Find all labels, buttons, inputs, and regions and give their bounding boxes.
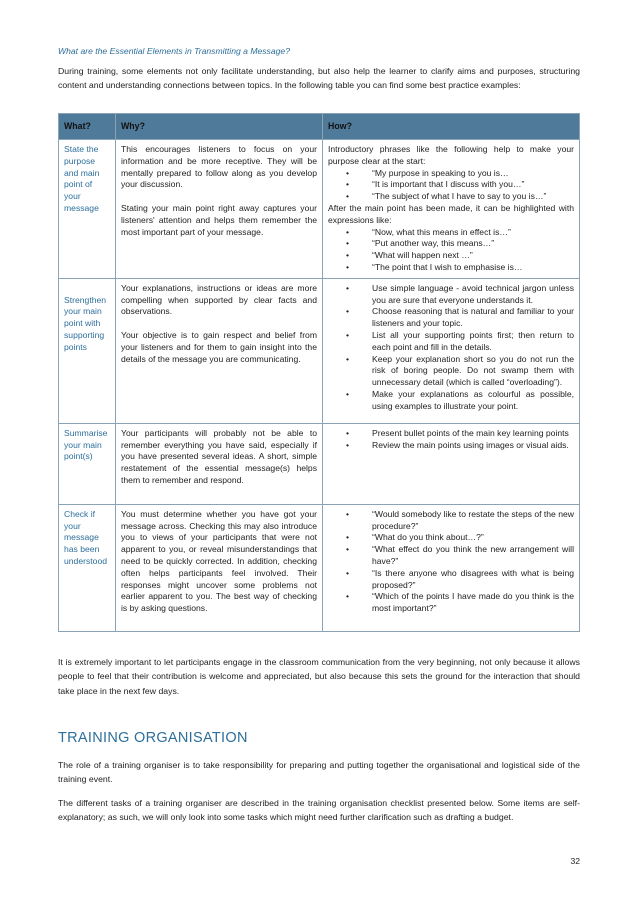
header-why: Why? xyxy=(116,114,323,140)
how-list xyxy=(328,283,574,413)
what-cell: State the purpose and main point of your message xyxy=(59,140,116,279)
how-text: Introductory phrases like the following help to make your purpose clear at the start: xyxy=(328,144,574,166)
why-text: You must determine whether you have got your message across. Checking this may also introduce you to views of your participants that were not apparent to you, or reveal misunderstandings that need to be quickly corrected. In addition, checking often helps participants feel involved. Their responses might uncover some problems not earlier apparent to you. The best way of checking is by asking questions. xyxy=(121,508,317,614)
section-paragraph: The role of a training organiser is to take responsibility for preparing and putting together the organisational and logistical side of the training event. xyxy=(58,760,580,785)
how-cell xyxy=(323,423,580,504)
list-item: • Review the main points using images or visual aids. xyxy=(328,440,574,452)
how-cell xyxy=(323,278,580,423)
how-list xyxy=(328,168,574,203)
table-row xyxy=(59,423,580,504)
why-cell xyxy=(116,504,323,631)
list-item: • “The point that I wish to emphasise is… xyxy=(328,262,574,274)
table-row xyxy=(59,140,580,279)
what-cell: Summarise your main point(s) xyxy=(59,423,116,504)
how-cell xyxy=(323,140,580,279)
how-list xyxy=(328,227,574,274)
list-item: • “My purpose in speaking to you is… xyxy=(328,168,574,180)
list-item: • List all your supporting points first; then return to each point and fill in the details. xyxy=(328,330,574,354)
table-row xyxy=(59,278,580,423)
list-item: • “What do you think about…?” xyxy=(328,532,574,544)
table-header-row xyxy=(59,114,580,140)
list-item: • “What effect do you think the new arrangement will have?” xyxy=(328,544,574,568)
what-cell: Check if your message has been understood xyxy=(59,504,116,631)
how-list xyxy=(328,428,574,452)
why-cell xyxy=(116,423,323,504)
list-item: • “Put another way, this means…” xyxy=(328,238,574,250)
list-item: • “What will happen next …” xyxy=(328,250,574,262)
how-list xyxy=(328,509,574,615)
what-cell xyxy=(59,278,116,423)
why-text: Your objective is to gain respect and belief from your listeners and for them to gain insight into the details of the message you are communicating. xyxy=(121,329,317,364)
why-cell xyxy=(116,278,323,423)
why-text: Stating your main point right away captures your listeners' attention and helps them remember the most important part of your message. xyxy=(121,202,317,237)
why-text: Your explanations, instructions or ideas are more compelling when supported by clear facts and observations. xyxy=(121,282,317,317)
list-item: • “Would somebody like to restate the steps of the new procedure?” xyxy=(328,509,574,533)
list-item: • Use simple language - avoid technical jargon unless you are sure that everyone understands it. xyxy=(328,283,574,307)
how-text: After the main point has been made, it can be highlighted with expressions like: xyxy=(328,202,574,225)
header-what: What? xyxy=(59,114,116,140)
section-paragraph: The different tasks of a training organiser are described in the training organisation checklist presented below. Some items are self-explanatory; as such, we will only look into some tasks which might need further clarification such as drafting a budget. xyxy=(58,798,580,823)
how-cell xyxy=(323,504,580,631)
page-number: 32 xyxy=(570,856,580,866)
list-item: • Present bullet points of the main key learning points xyxy=(328,428,574,440)
section-heading: TRAINING ORGANISATION xyxy=(58,730,248,746)
why-cell xyxy=(116,140,323,279)
table-row xyxy=(59,504,580,631)
list-item: • “Now, what this means in effect is…” xyxy=(328,227,574,239)
list-item: • Keep your explanation short so you do not run the risk of boring people. Do not swamp them with unnecessary detail (which is called “overloading”). xyxy=(328,354,574,389)
list-item: • “The subject of what I have to say to you is…” xyxy=(328,191,574,203)
why-text: Your participants will probably not be able to remember everything you have said, especially if you have presented several ideas. A short, simple restatement of the essential message(s) helps them to remember and respond. xyxy=(121,427,317,485)
header-how: How? xyxy=(323,114,580,140)
list-item: • “Is there anyone who disagrees with what is being proposed?” xyxy=(328,568,574,592)
list-item: • Make your explanations as colourful as possible, using examples to illustrate your point. xyxy=(328,389,574,413)
closing-paragraph: It is extremely important to let participants engage in the classroom communication from the very beginning, not only because it allows people to feel that their contribution is welcome and appreciated, but also because this sets the ground for the interaction that should take place in the next few days. xyxy=(58,657,580,696)
list-item: • Choose reasoning that is natural and familiar to your listeners and your topic. xyxy=(328,306,574,330)
why-text: This encourages listeners to focus on your information and be more receptive. They will be mentally prepared to follow along as you develop your discussion. xyxy=(121,144,317,190)
intro-paragraph: During training, some elements not only facilitate understanding, but also help the learner to clarify aims and purposes, structuring content and understanding connections between topics. In the following table you can find some best practice examples: xyxy=(58,66,580,91)
list-item: • “It is important that I discuss with you…” xyxy=(328,179,574,191)
section-subtitle: What are the Essential Elements in Transmitting a Message? xyxy=(58,46,290,56)
what-text: Strengthen your main point with supporting points xyxy=(64,294,107,352)
best-practice-table xyxy=(58,113,580,632)
list-item: • “Which of the points I have made do you think is the most important?” xyxy=(328,591,574,615)
